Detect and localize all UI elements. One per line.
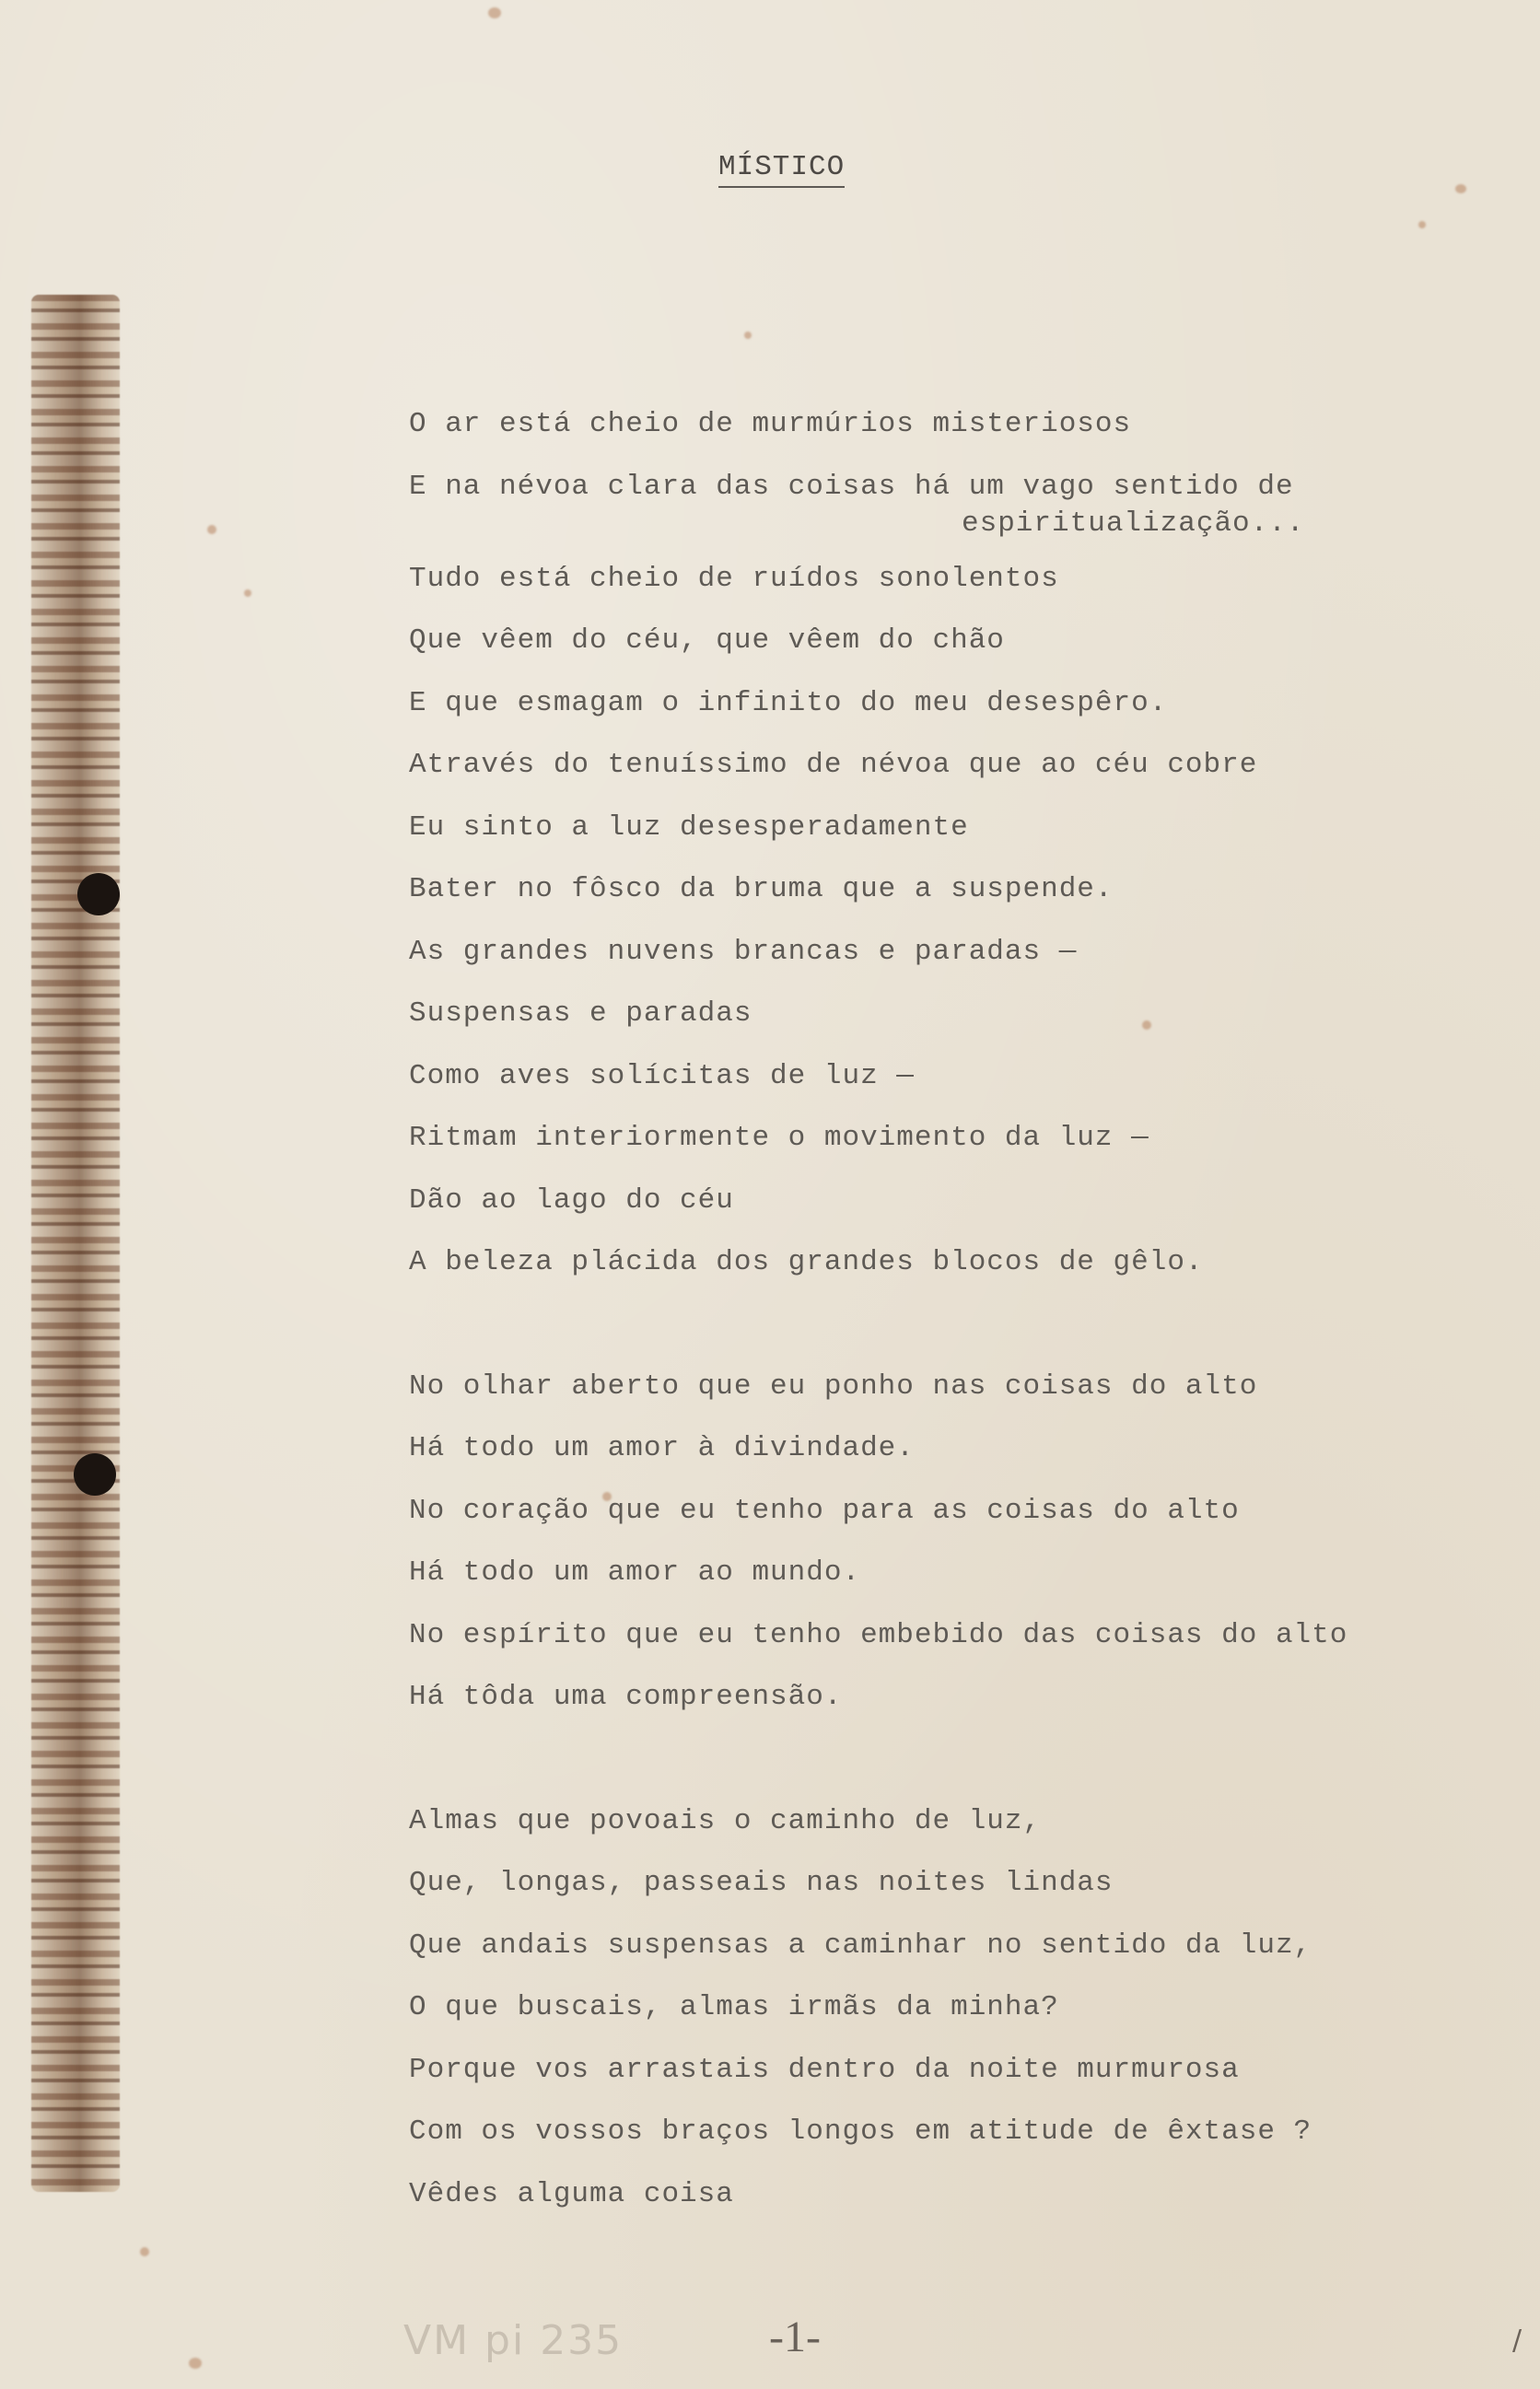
poem-line: Dão ao lago do céu — [409, 1183, 734, 1217]
edge-pencil-mark: / — [1512, 2325, 1522, 2357]
poem-body — [409, 403, 1441, 2235]
poem-line: Há todo um amor ao mundo. — [409, 1556, 861, 1589]
poem-line: Eu sinto a luz desesperadamente — [409, 810, 969, 844]
poem-line: No coração que eu tenho para as coisas do alto — [409, 1494, 1240, 1527]
foxing-spot — [244, 589, 251, 597]
punch-hole-top — [77, 873, 120, 915]
foxing-spot — [744, 332, 752, 339]
poem-line: No olhar aberto que eu ponho nas coisas do alto — [409, 1369, 1258, 1403]
poem-line: Suspensas e paradas — [409, 997, 752, 1030]
poem-line: Tudo está cheio de ruídos sonolentos — [409, 562, 1059, 595]
poem-line: Ritmam interiormente o movimento da luz — — [409, 1122, 1149, 1154]
poem-line-text: E na névoa clara das coisas há um vago sentido de — [409, 470, 1294, 503]
foxing-spot — [207, 525, 216, 534]
poem-line: Almas que povoais o caminho de luz, — [409, 1804, 1042, 1837]
poem-line-continuation: espiritualização... — [962, 507, 1305, 540]
stanza-break — [409, 1739, 1441, 1800]
foxing-spot — [488, 7, 501, 18]
archive-reference-code: VM pi 235 — [403, 2317, 624, 2364]
foxing-spot — [1455, 184, 1466, 193]
foxing-spot — [140, 2247, 149, 2256]
poem-line: O que buscais, almas irmãs da minha? — [409, 1991, 1059, 2023]
foxing-spot — [189, 2358, 202, 2369]
poem-line: Que vêem do céu, que vêem do chão — [409, 624, 1005, 657]
foxing-spot — [1418, 221, 1426, 228]
poem-line: Bater no fôsco da bruma que a suspende. — [409, 873, 1114, 905]
poem-line: O ar está cheio de murmúrios misteriosos — [409, 408, 1132, 440]
poem-line: No espírito que eu tenho embebido das coisas do alto — [409, 1618, 1348, 1651]
page-number: -1- — [769, 2313, 821, 2361]
stanza-break — [409, 1304, 1441, 1366]
poem-line: Há todo um amor à divindade. — [409, 1432, 915, 1464]
poem-line: E que esmagam o infinito do meu desespêro. — [409, 686, 1168, 719]
poem-line — [409, 466, 1441, 558]
rust-stained-binding-edge — [31, 295, 120, 2192]
poem-line: Como aves solícitas de luz — — [409, 1059, 915, 1092]
punch-hole-bottom — [74, 1453, 116, 1496]
poem-line: As grandes nuvens brancas e paradas — — [409, 935, 1078, 968]
poem-line: Porque vos arrastais dentro da noite murmurosa — [409, 2053, 1240, 2086]
poem-line: A beleza plácida dos grandes blocos de gêlo. — [409, 1246, 1204, 1278]
poem-line: Há tôda uma compreensão. — [409, 1681, 843, 1713]
poem-line: Com os vossos braços longos em atitude de êxtase ? — [409, 2115, 1312, 2148]
poem-title: MÍSTICO — [718, 151, 845, 188]
poem-line: Que andais suspensas a caminhar no sentido da luz, — [409, 1929, 1312, 1962]
poem-line: Vêdes alguma coisa — [409, 2177, 734, 2210]
poem-line: Através do tenuíssimo de névoa que ao céu cobre — [409, 749, 1258, 781]
poem-line: Que, longas, passeais nas noites lindas — [409, 1867, 1114, 1899]
